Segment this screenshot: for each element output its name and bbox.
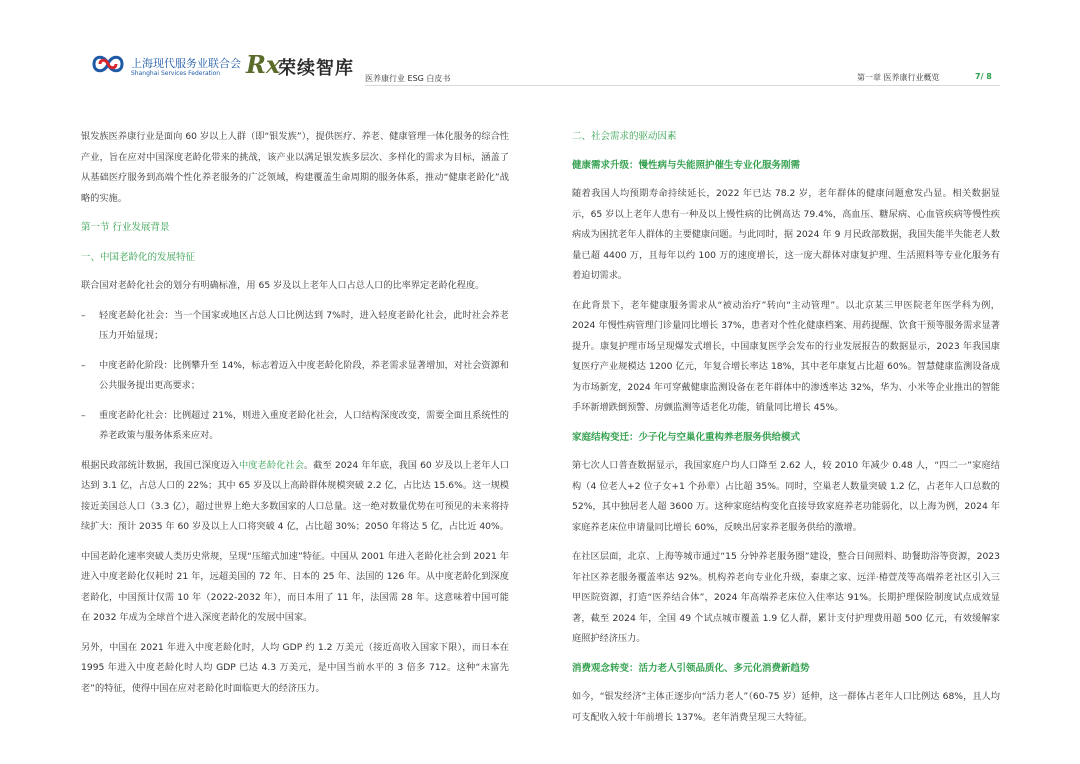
subsection-heading-aging: 一、中国老龄化的发展特征 xyxy=(81,251,196,263)
list-item xyxy=(81,406,509,447)
subsection-heading-demand: 二、社会需求的驱动因素 xyxy=(572,131,677,142)
stats-highlight: 中度老龄化社会 xyxy=(238,459,304,471)
ssf-logo-cn: 上海现代服务业联合会 xyxy=(131,57,241,70)
list-dash: – xyxy=(81,359,86,371)
list-dash: – xyxy=(81,309,86,321)
aging-standard-paragraph: 联合国对老龄化社会的划分有明确标准，用 65 岁及以上老年人口占总人口的比率界定老龄化程度。 xyxy=(81,280,485,291)
list-item-text: 重度老龄化社会：比例超过 21%，则进入重度老龄化社会，人口结构深度改变，需要全面且系统性的养老政策与服务体系来应对。 xyxy=(99,409,509,441)
stats-text-pre: 根据民政部统计数据，我国已深度迈入 xyxy=(81,459,239,471)
list-item xyxy=(81,356,509,397)
intro-paragraph: 银发族医养康行业是面向 60 岁以上人群（即“银发族”），提供医疗、养老、健康管理一体化服务的综合性产业，旨在应对中国深度老龄化带来的挑战，该产业以满足银发族多层次、多样化的需求为目标，涵盖了从基础医疗服务到高端个性化养老服务的广泛领域，构建覆盖生命周期的服务体系，推动“健康老龄化”战略的实施。 xyxy=(81,131,509,204)
heading-consumption: 消费观念转变：活力老人引领品质化、多元化消费新趋势 xyxy=(572,662,810,674)
health-paragraph-2: 在此背景下，老年健康服务需求从“被动治疗”转向“主动管理”。以北京某三甲医院老年医学科为例，2024 年慢性病管理门诊量同比增长 37%，患者对个性化健康档案、用药提醒、饮食干预等服务需求显著提升。康复护理市场呈现爆发式增长，中国康复医学会发布的行业发展报告的数据显示，2023 年我国康复医疗产业规模达 1200 亿元，年复合增长率达 18%，其中老年康复占比超 60%。智慧健康监测设备成为市场新宠，2024 年可穿戴健康监测设备在老年群体中的渗透率达 32%，华为、小米等企业推出的智能手环新增跌倒预警、房颤监测等适老化功能，销量同比增长 45%。 xyxy=(572,299,1000,413)
chapter-label: 第一章 医养康行业概览 xyxy=(857,73,940,82)
ssf-logo-en: Shanghai Services Federation xyxy=(131,70,221,77)
left-column xyxy=(81,127,509,708)
ssf-logo xyxy=(91,50,241,84)
stats-text-post: 。截至 2024 年年底，我国 60 岁及以上老年人口达到 3.1 亿，占总人口的 22%；其中 65 岁及以上高龄群体规模突破 2.2 亿，占比达 15.6%。这一规模接近美国总人口（3.3 亿），超过世界上绝大多数国家的人口总量。这一绝对数量优势在可预见的未来将持续扩大：预计 2035 年 60 岁及以上人口将突破 4 亿，占比超 30%；2050 年将达 5 亿，占比近 40%。 xyxy=(81,459,510,532)
page-number: 7/ 8 xyxy=(975,72,992,81)
rongxu-logo-mark: Rx xyxy=(246,50,281,79)
header-divider xyxy=(365,85,1000,86)
right-column xyxy=(572,127,1000,737)
list-item xyxy=(81,306,509,347)
gdp-paragraph: 另外，中国在 2021 年进入中度老龄化时，人均 GDP 约 1.2 万美元（接近高收入国家下限），而日本在 1995 年进入中度老龄化时人均 GDP 已达 4.3 万美元，是中国当前水平的 3 倍多 712。这种“未富先老”的特征，使得中国在应对老龄化时面临更大的经济压力。 xyxy=(81,641,509,694)
page-header xyxy=(0,0,1080,110)
section-heading: 第一节 行业发展背景 xyxy=(81,222,170,233)
rongxu-logo-text: 荣续智库 xyxy=(278,58,354,79)
heading-family: 家庭结构变迁：少子化与空巢化重构养老服务供给模式 xyxy=(572,431,801,443)
ssf-logo-icon xyxy=(91,50,125,78)
list-item-text: 中度老龄化阶段：比例攀升至 14%，标志着迈入中度老龄化阶段，养老需求显著增加，对社会资源和公共服务提出更高要求； xyxy=(99,359,509,391)
family-paragraph-1: 第七次人口普查数据显示，我国家庭户均人口降至 2.62 人，较 2010 年减少 0.48 人，“四二一”家庭结构（4 位老人+2 位子女+1 个孙辈）占比超 35%。同时，空巢老人数量突破 1.2 亿，占老年人口总数的 52%，其中独居老人超 3600 万。这种家庭结构变化直接导致家庭养老功能弱化，以上海为例，2024 年家庭养老床位申请量同比增长 60%，反映出居家养老服务供给的激增。 xyxy=(572,460,1000,533)
aging-speed-paragraph: 中国老龄化速率突破人类历史常规，呈现“压缩式加速”特征。中国从 2001 年进入老龄化社会到 2021 年进入中度老龄化仅耗时 21 年，远超美国的 72 年、日本的 25 年、法国的 126 年。从中度老龄化到深度老龄化，中国预计仅需 10 年（2022-2032 年），而日本用了 11 年，法国需 28 年。这意味着中国可能在 2032 年成为全球首个进入深度老龄化的发展中国家。 xyxy=(81,550,509,623)
heading-health: 健康需求升级：慢性病与失能照护催生专业化服务刚需 xyxy=(572,159,801,171)
document-title: 医养康行业 ESG 白皮书 xyxy=(365,74,451,83)
consumption-paragraph: 如今，“银发经济”主体正逐步向“活力老人”（60-75 岁）延伸，这一群体占老年人口比例达 68%，且人均可支配收入较十年前增长 137%。老年消费呈现三大特征。 xyxy=(572,691,1000,723)
population-stats-paragraph xyxy=(81,456,509,538)
health-paragraph-1: 随着我国人均预期寿命持续延长，2022 年已达 78.2 岁，老年群体的健康问题愈发凸显。相关数据显示，65 岁以上老年人患有一种及以上慢性病的比例高达 79.4%，高血压、糖尿病、心血管疾病等慢性疾病成为困扰老年人群体的主要健康问题。与此同时，据 2024 年 9 月民政部数据，我国失能半失能老人数量已超 4400 万，且每年以约 100 万的速度增长，这一庞大群体对康复护理、生活照料等专业化服务有着迫切需求。 xyxy=(572,188,1000,281)
list-item-text: 轻度老龄化社会：当一个国家或地区占总人口比例达到 7%时，进入轻度老龄化社会，此时社会养老压力开始显现； xyxy=(99,309,509,341)
family-paragraph-2: 在社区层面，北京、上海等城市通过“15 分钟养老服务圈”建设，整合日间照料、助餐助浴等资源，2023 年社区养老服务覆盖率达 92%。机构养老向专业化升级，泰康之家、远洋·椿萱茂等高端养老社区引入三甲医院资源，打造“医养结合体”，2024 年高端养老床位入住率达 91%。长期护理保险制度试点成效显著，截至 2024 年，全国 49 个试点城市覆盖 1.9 亿人群，累计支付护理费用超 500 亿元，有效缓解家庭照护经济压力。 xyxy=(572,551,1000,644)
list-dash: – xyxy=(81,409,86,421)
